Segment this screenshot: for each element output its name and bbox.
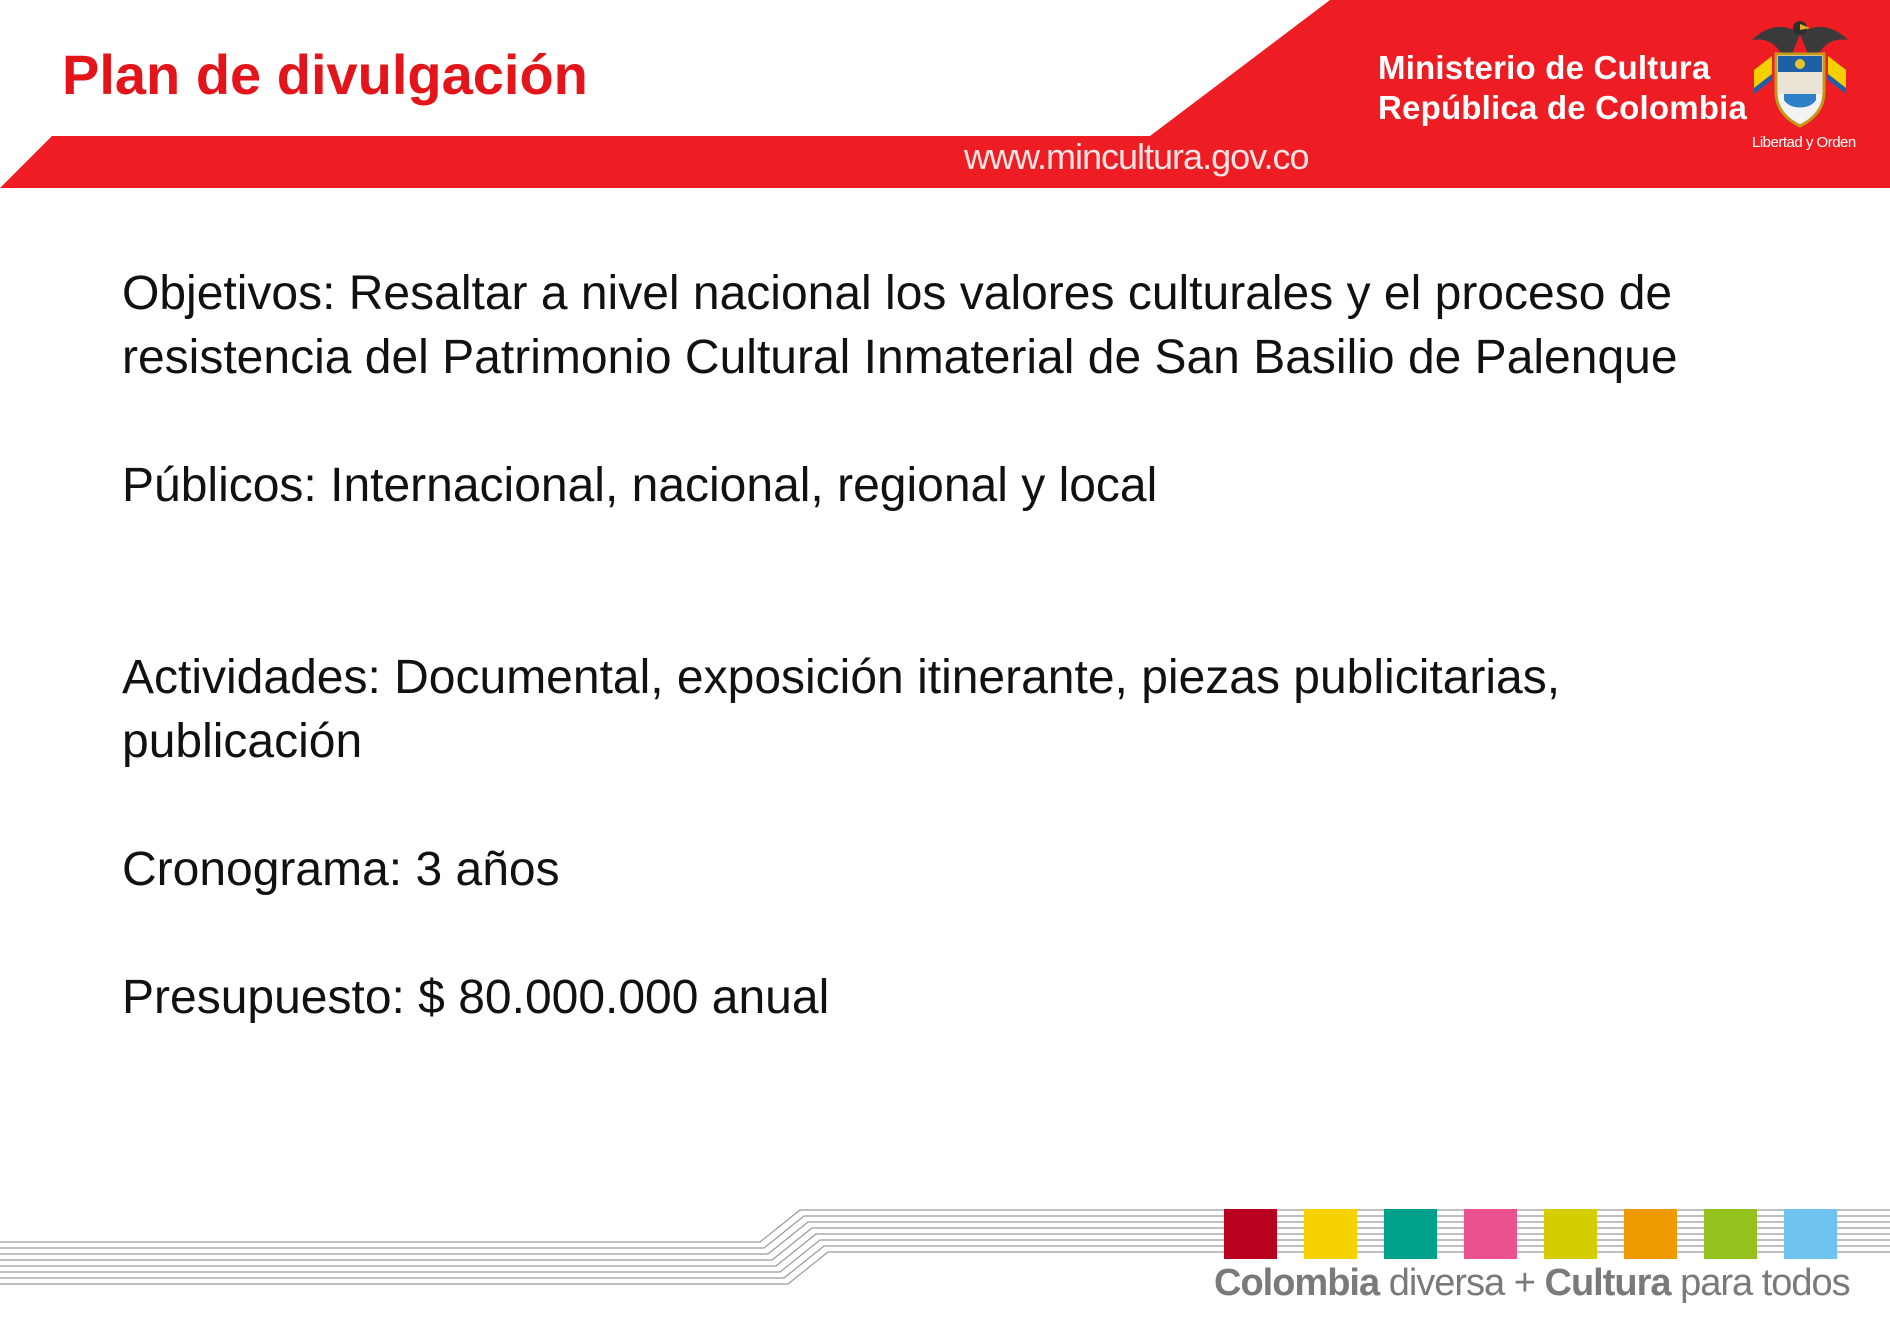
spacer <box>122 774 1762 838</box>
tagline-cultura: Cultura <box>1544 1262 1671 1304</box>
color-swatch <box>1544 1209 1597 1259</box>
motto: Libertad y Orden <box>1752 134 1856 151</box>
color-swatches <box>1224 1209 1864 1259</box>
color-swatch <box>1784 1209 1837 1259</box>
ministry-name <box>1378 48 1747 128</box>
tagline-para-todos: para todos <box>1680 1262 1850 1304</box>
website-link[interactable]: www.mincultura.gov.co <box>964 136 1309 177</box>
ministry-name-line1: Ministerio de Cultura <box>1378 49 1711 86</box>
spacer <box>122 390 1762 454</box>
color-swatch <box>1384 1209 1437 1259</box>
actividades-text: Actividades: Documental, exposición itinerante, piezas publicitarias, publicación <box>122 651 1561 768</box>
objetivos-text: Objetivos: Resaltar a nivel nacional los valores culturales y el proceso de resistencia del Patrimonio Cultural Inmaterial de San Basilio de Palenque <box>122 267 1678 384</box>
footer-tagline <box>1214 1262 1850 1305</box>
cronograma-text: Cronograma: 3 años <box>122 843 560 896</box>
color-swatch <box>1704 1209 1757 1259</box>
publicos-text: Públicos: Internacional, nacional, regional y local <box>122 459 1158 512</box>
color-swatch <box>1304 1209 1357 1259</box>
color-swatch <box>1224 1209 1277 1259</box>
color-swatch <box>1464 1209 1517 1259</box>
ministry-name-line2: República de Colombia <box>1378 89 1748 126</box>
presupuesto-text: Presupuesto: $ 80.000.000 anual <box>122 971 830 1024</box>
tagline-plus: + <box>1513 1262 1535 1304</box>
tagline-colombia: Colombia <box>1214 1262 1380 1304</box>
spacer <box>122 902 1762 966</box>
colombia-coat-of-arms-icon <box>1744 14 1856 136</box>
color-swatch <box>1624 1209 1677 1259</box>
tagline-diversa: diversa <box>1388 1262 1505 1304</box>
slide-content <box>122 262 1762 1030</box>
slide-title: Plan de divulgación <box>62 43 588 106</box>
spacer <box>122 518 1762 646</box>
